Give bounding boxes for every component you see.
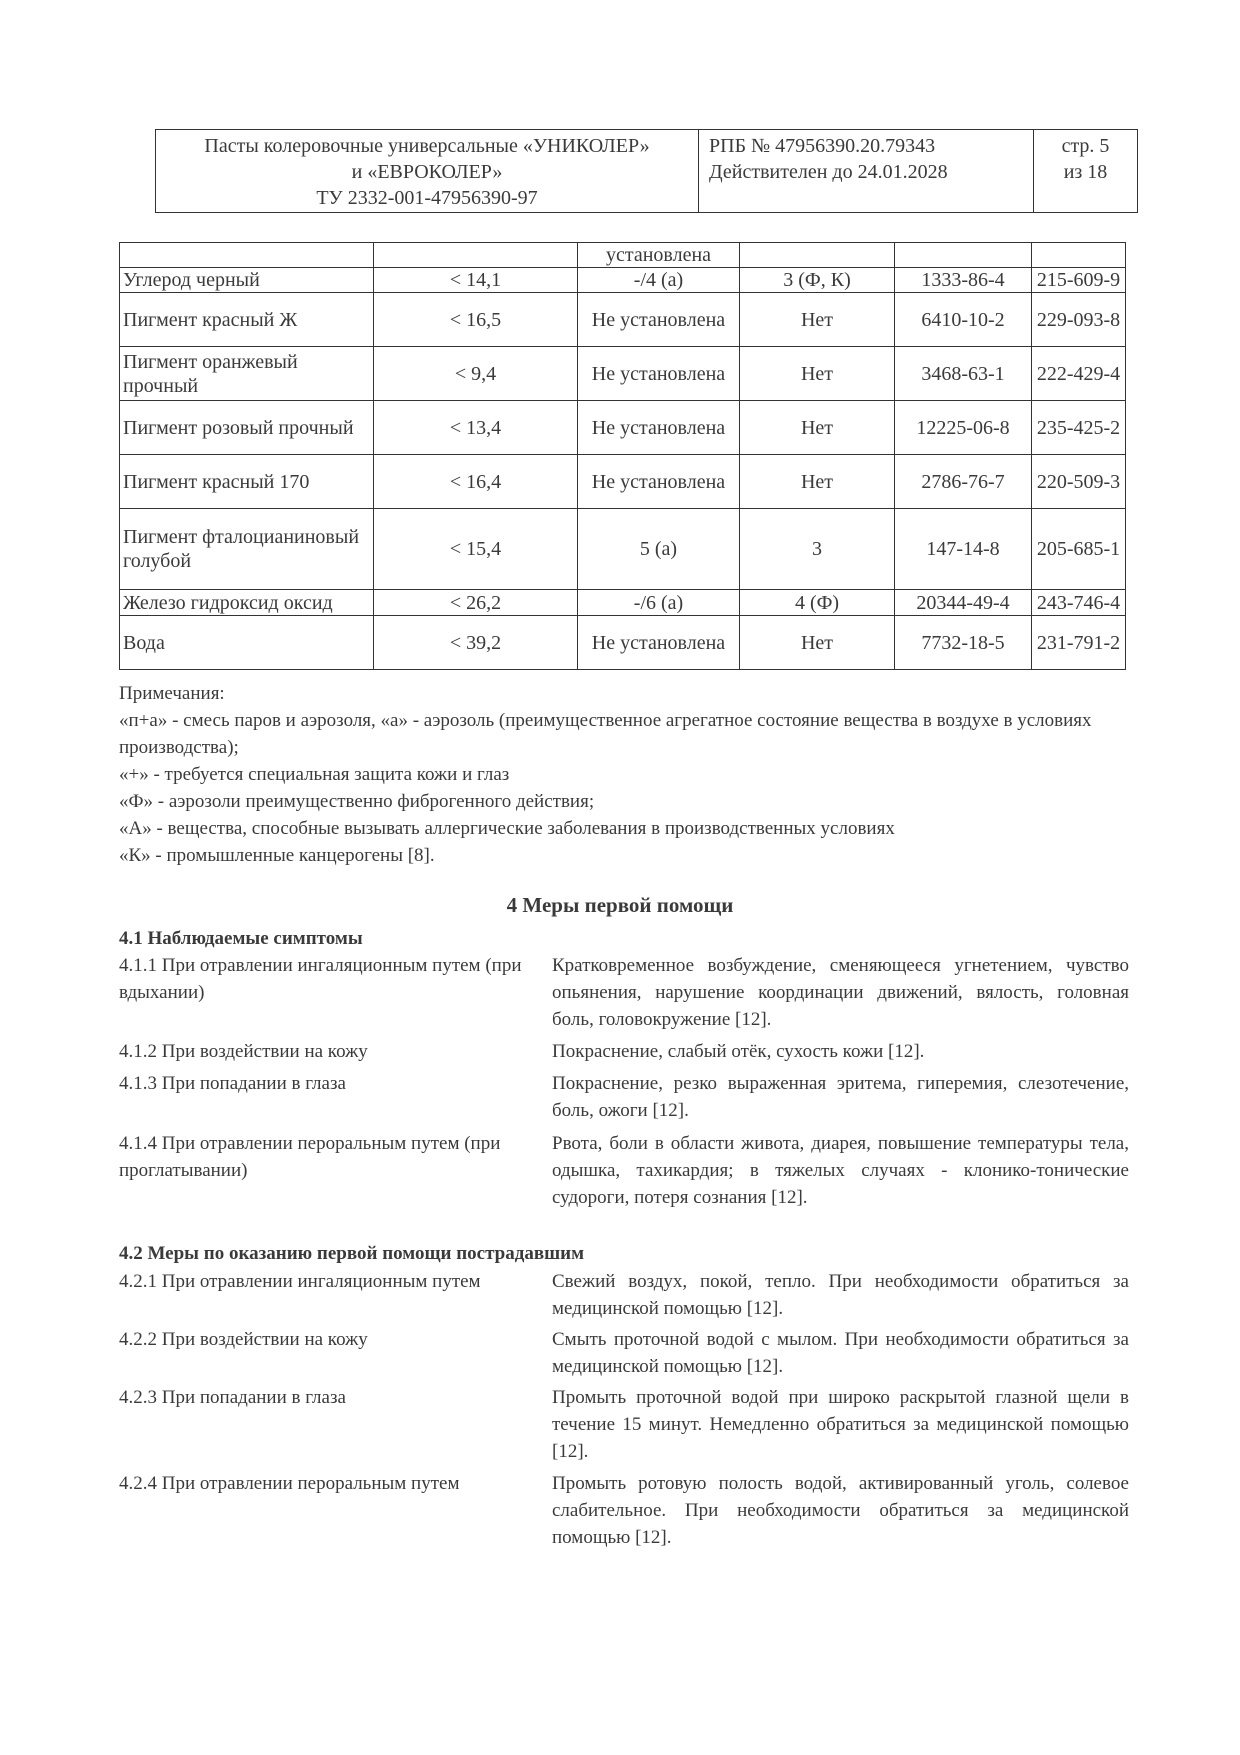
cell-ec: 243-746-4 — [1032, 590, 1126, 616]
cell-concentration: < 16,4 — [374, 455, 578, 509]
cell-hazard-class: Нет — [740, 616, 895, 670]
cell-name — [120, 243, 374, 268]
subsection-title: 4.1 Наблюдаемые симптомы — [119, 928, 363, 949]
cell-cas: 1333-86-4 — [895, 268, 1032, 293]
product-line-3: ТУ 2332-001-47956390-97 — [316, 187, 538, 209]
first-aid-item — [119, 1384, 1129, 1465]
item-label: 4.1.3 При попадании в глаза — [119, 1073, 346, 1094]
cell-hazard-class: 3 (Ф, К) — [740, 268, 895, 293]
rpb-number: РПБ № 47956390.20.79343 — [709, 135, 936, 157]
first-aid-item — [119, 1326, 1129, 1380]
cell-name: Железо гидроксид оксид — [120, 590, 374, 616]
first-aid-item — [119, 1268, 1129, 1322]
cell-cas: 2786-76-7 — [895, 455, 1032, 509]
cell-concentration: < 9,4 — [374, 347, 578, 401]
cell-pdk: Не установлена — [578, 616, 740, 670]
cell-cas: 12225-06-8 — [895, 401, 1032, 455]
section-title: 4 Меры первой помощи — [506, 893, 734, 917]
product-line-2: и «ЕВРОКОЛЕР» — [351, 161, 503, 183]
cell-pdk: -/4 (а) — [578, 268, 740, 293]
item-text: Свежий воздух, покой, тепло. При необходимости обратиться за медицинской помощью [12]. — [552, 1271, 1129, 1319]
cell-name: Пигмент красный 170 — [120, 455, 374, 509]
cell-pdk: Не установлена — [578, 455, 740, 509]
cell-name: Углерод черный — [120, 268, 374, 293]
note-line: «К» - промышленные канцерогены [8]. — [119, 845, 435, 866]
page-cell — [1034, 130, 1137, 212]
cell-concentration: < 26,2 — [374, 590, 578, 616]
table-row — [120, 509, 1126, 590]
table-row — [120, 347, 1126, 401]
cell-ec: 215-609-9 — [1032, 268, 1126, 293]
table-row — [120, 268, 1126, 293]
item-text: Промыть ротовую полость водой, активированный уголь, солевое слабительное. При необходимости обратиться за медицинской помощью [12]. — [552, 1473, 1129, 1548]
cell-pdk: 5 (а) — [578, 509, 740, 590]
item-text: Покраснение, резко выраженная эритема, гиперемия, слезотечение, боль, ожоги [12]. — [552, 1073, 1129, 1121]
first-aid-item — [119, 1470, 1129, 1551]
cell-pdk: установлена — [578, 243, 740, 268]
cell-cas: 20344-49-4 — [895, 590, 1032, 616]
symptom-item — [119, 952, 1129, 1033]
cell-ec: 235-425-2 — [1032, 401, 1126, 455]
item-label: 4.2.2 При воздействии на кожу — [119, 1329, 368, 1350]
cell-concentration: < 13,4 — [374, 401, 578, 455]
item-text: Промыть проточной водой при широко раскрытой глазной щели в течение 15 минут. Немедленно обратиться за медицинской помощью [12]. — [552, 1387, 1129, 1462]
item-text: Кратковременное возбуждение, сменяющееся угнетением, чувство опьянения, нарушение координации движений, вялость, головная боль, головокружение [12]. — [552, 955, 1129, 1030]
symptom-item — [119, 1130, 1129, 1211]
cell-ec: 205-685-1 — [1032, 509, 1126, 590]
item-label: 4.2.1 При отравлении ингаляционным путем — [119, 1271, 481, 1292]
item-label: 4.1.1 При отравлении ингаляционным путем (при вдыхании) — [119, 955, 522, 1003]
table-row — [120, 455, 1126, 509]
cell-ec: 229-093-8 — [1032, 293, 1126, 347]
table-row — [120, 616, 1126, 670]
cell-hazard-class: Нет — [740, 347, 895, 401]
cell-concentration: < 39,2 — [374, 616, 578, 670]
item-text: Рвота, боли в области живота, диарея, повышение температуры тела, одышка, тахикардия; в тяжелых случаях - клонико-тонические судороги, потеря сознания [12]. — [552, 1133, 1129, 1208]
cell-ec: 231-791-2 — [1032, 616, 1126, 670]
table-row — [120, 590, 1126, 616]
item-label: 4.1.2 При воздействии на кожу — [119, 1041, 368, 1062]
item-label: 4.1.4 При отравлении пероральным путем (при проглатывании) — [119, 1133, 501, 1181]
symptom-item — [119, 1070, 1129, 1124]
note-line: «А» - вещества, способные вызывать аллергические заболевания в производственных условиях — [119, 818, 895, 839]
cell-cas: 3468-63-1 — [895, 347, 1032, 401]
note-line: «Ф» - аэрозоли преимущественно фиброгенного действия; — [119, 791, 595, 812]
cell-pdk: Не установлена — [578, 293, 740, 347]
product-cell — [156, 130, 699, 212]
table-row — [120, 293, 1126, 347]
cell-concentration: < 16,5 — [374, 293, 578, 347]
cell-name: Пигмент фталоцианиновый голубой — [120, 509, 374, 590]
subsection-title: 4.2 Меры по оказанию первой помощи пострадавшим — [119, 1243, 585, 1264]
page-total: из 18 — [1063, 161, 1108, 183]
cell-concentration: < 15,4 — [374, 509, 578, 590]
table-notes — [119, 680, 1129, 869]
table-row-continuation — [120, 243, 1126, 268]
table-row — [120, 401, 1126, 455]
rpb-validity: Действителен до 24.01.2028 — [709, 161, 948, 183]
cell-hazard-class: Нет — [740, 293, 895, 347]
cell-cas: 147-14-8 — [895, 509, 1032, 590]
cell-ec: 220-509-3 — [1032, 455, 1126, 509]
cell-cas — [895, 243, 1032, 268]
product-line-1: Пасты колеровочные универсальные «УНИКОЛЕР» — [204, 135, 650, 157]
item-label: 4.2.4 При отравлении пероральным путем — [119, 1473, 460, 1494]
cell-hazard-class: 4 (Ф) — [740, 590, 895, 616]
cell-name: Вода — [120, 616, 374, 670]
cell-ec — [1032, 243, 1126, 268]
cell-cas: 6410-10-2 — [895, 293, 1032, 347]
document-header — [155, 129, 1138, 213]
cell-name: Пигмент оранжевый прочный — [120, 347, 374, 401]
cell-hazard-class: 3 — [740, 509, 895, 590]
cell-concentration: < 14,1 — [374, 268, 578, 293]
cell-ec: 222-429-4 — [1032, 347, 1126, 401]
notes-title: Примечания: — [119, 683, 225, 704]
cell-hazard-class — [740, 243, 895, 268]
cell-concentration — [374, 243, 578, 268]
composition-table — [119, 242, 1126, 670]
cell-pdk: Не установлена — [578, 401, 740, 455]
cell-name: Пигмент розовый прочный — [120, 401, 374, 455]
cell-hazard-class: Нет — [740, 455, 895, 509]
cell-pdk: -/6 (а) — [578, 590, 740, 616]
cell-name: Пигмент красный Ж — [120, 293, 374, 347]
cell-cas: 7732-18-5 — [895, 616, 1032, 670]
note-line: «+» - требуется специальная защита кожи и глаз — [119, 764, 510, 785]
page-number: стр. 5 — [1061, 135, 1110, 157]
item-text: Смыть проточной водой с мылом. При необходимости обратиться за медицинской помощью [12]. — [552, 1329, 1129, 1377]
item-label: 4.2.3 При попадании в глаза — [119, 1387, 346, 1408]
symptom-item — [119, 1038, 1129, 1065]
rpb-cell — [699, 130, 1034, 212]
note-line: «п+а» - смесь паров и аэрозоля, «а» - аэрозоль (преимущественное агрегатное состояние вещества в воздухе в условиях производства); — [119, 710, 1092, 758]
cell-pdk: Не установлена — [578, 347, 740, 401]
item-text: Покраснение, слабый отёк, сухость кожи [12]. — [552, 1041, 925, 1062]
cell-hazard-class: Нет — [740, 401, 895, 455]
